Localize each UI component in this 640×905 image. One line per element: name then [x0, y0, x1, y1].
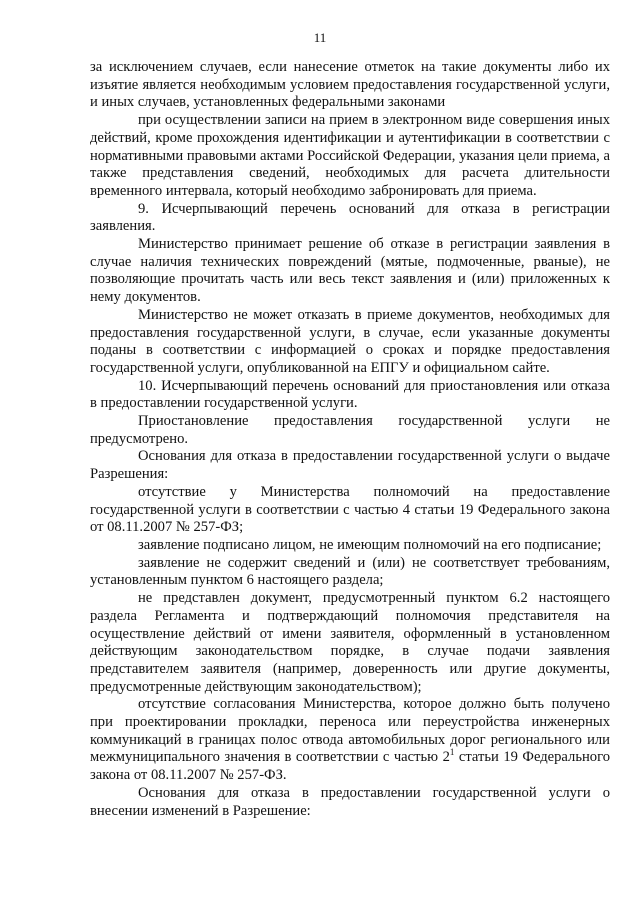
paragraph-electronic-appointment: при осуществлении записи на прием в электронном виде совершения иных действий, кроме прохождения идентификации и аутентификации в соответствии с нормативными правовыми актами Российской Федерации, указания цели приема, а также представления сведений, необходимых для расчета длительности временного интервала, который необходимо забронировать для приема. — [90, 112, 610, 199]
paragraph-item-9-heading: 9. Исчерпывающий перечень оснований для отказа в регистрации заявления. — [90, 200, 610, 235]
article-part-superscript: 1 — [449, 747, 455, 758]
page-number: 11 — [313, 30, 327, 45]
paragraph-grounds-amendment: Основания для отказа в предоставлении государственной услуги о внесении изменений в Разрешение: — [90, 784, 610, 819]
paragraph-ground-no-authority: отсутствие у Министерства полномочий на предоставление государственной услуги в соответствии с частью 4 статьи 19 Федерального закона от 08.11.2007 № 257-ФЗ; — [90, 483, 610, 536]
approval-text-before: отсутствие согласования Министерства, которое должно быть получено при проектировании прокладки, переноса или переустройства инженерных коммуникаций в границах полос отвода автомобильных дорог регионального или межмуниципального значения в соответствии с частью 2 — [90, 696, 610, 766]
paragraph-ground-unauthorized-signature: заявление подписано лицом, не имеющим полномочий на его подписание; — [138, 536, 602, 553]
paragraph-item-10-heading: 10. Исчерпывающий перечень оснований для приостановления или отказа в предоставлении государственной услуги. — [90, 377, 610, 412]
paragraph-grounds-permit: Основания для отказа в предоставлении государственной услуги о выдаче Разрешения: — [90, 448, 610, 483]
paragraph-ground-missing-document: не представлен документ, предусмотренный пунктом 6.2 настоящего раздела Регламента и подтверждающий полномочия представителя на осуществление действий от имени заявителя, оформленный в установленном действующим законодательством порядке, в случае подачи заявления представителем заявителя (например, доверенность или другие документы, предусмотренные действующим законодательством); — [90, 590, 610, 695]
approval-text-after: статьи 19 Федерального закона от 08.11.2007 № 257-ФЗ. — [90, 749, 610, 784]
paragraph-continuation: за исключением случаев, если нанесение отметок на такие документы либо их изъятие является необходимым условием предоставления государственной услуги, и иных случаев, установленных федеральными законами — [90, 59, 610, 111]
body-text — [90, 59, 610, 820]
paragraph-suspension: Приостановление предоставления государственной услуги не предусмотрено. — [90, 413, 610, 447]
paragraph-registration-refusal: Министерство принимает решение об отказе в регистрации заявления в случае наличия технических повреждений (мятые, подмоченные, рваные), не позволяющие прочитать часть или весь текст заявления и (или) приложенных к нему документов. — [90, 236, 610, 306]
paragraph-ground-requirements: заявление не содержит сведений и (или) не соответствует требованиям, установленным пунктом 6 настоящего раздела; — [90, 554, 610, 589]
paragraph-ground-no-approval — [90, 696, 610, 785]
paragraph-no-refusal: Министерство не может отказать в приеме документов, необходимых для предоставления государственной услуги, в случае, если указанные документы поданы в соответствии с информацией о сроках и порядке предоставления государственной услуги, опубликованной на ЕПГУ и официальном сайте. — [90, 306, 610, 376]
